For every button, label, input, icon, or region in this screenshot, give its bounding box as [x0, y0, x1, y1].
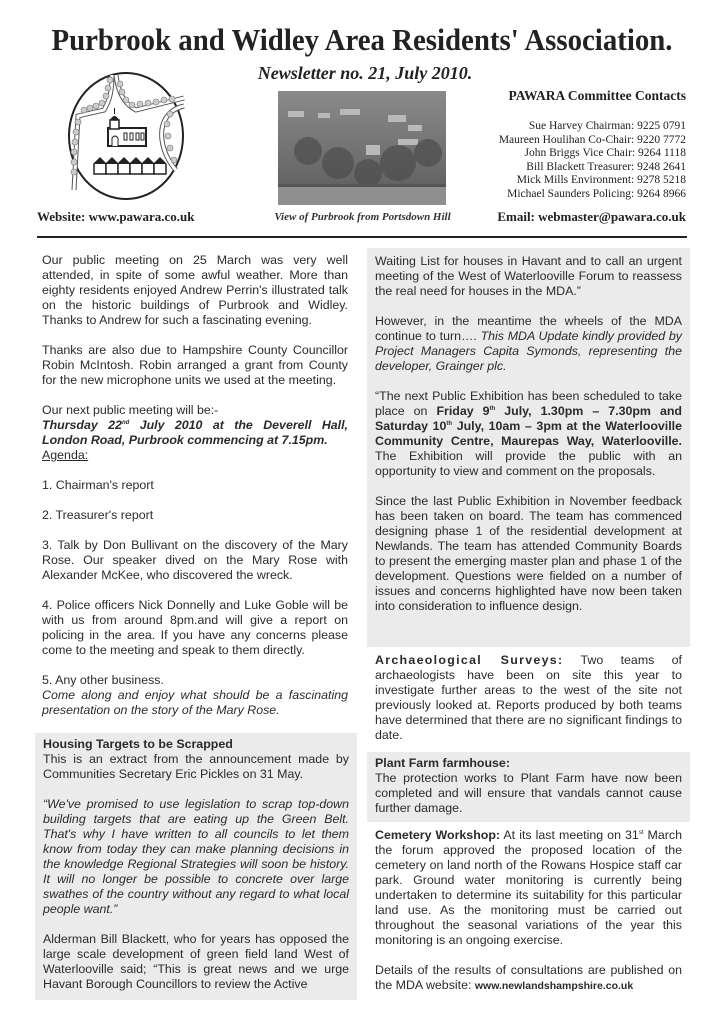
- housing-targets-box: [35, 733, 357, 1000]
- archaeology-section: [375, 653, 682, 743]
- continuation-paragraph: Waiting List for houses in Havant and to call an urgent meeting of the West of Waterlooville Forum to reassess the real need for houses in the MDA.”: [375, 254, 682, 298]
- newsletter-title: Purbrook and Widley Area Residents' Association.: [51, 22, 673, 57]
- contact-row: Bill Blackett Treasurer: 9248 2641: [526, 160, 686, 173]
- contact-row: Maureen Houlihan Co-Chair: 9220 7772: [498, 133, 686, 146]
- exhibition-paragraph: “The next Public Exhibition has been scheduled to take place on Friday 9th July, 1.30pm – 7.30pm and Saturday 10th July, 10am – 3pm at the Waterlooville Community Centre, Maurepas Way, Waterlooville. The Exhibition will provide the public with an opportunity to view and comment on the proposals.: [375, 389, 682, 478]
- header-divider: [37, 236, 687, 238]
- plant-farm-paragraph: The protection works to Plant Farm have now been completed and will ensure that vandals cannot cause further damage.: [375, 771, 682, 815]
- contact-row: John Briggs Vice Chair: 9264 1118: [524, 147, 686, 160]
- agenda-item: 3. Talk by Don Bullivant on the discovery of the Mary Rose. Our speaker dived on the Mary Rose with Alexander McKee, who discovered the wreck.: [42, 538, 348, 582]
- archaeology-heading: Archaeological Surveys:: [375, 653, 564, 667]
- contact-row: Mick Mills Environment: 9278 5218: [516, 174, 686, 187]
- thanks-paragraph: Thanks are also due to Hampshire County Councillor Robin McIntosh. Robin arranged a grant from County for the new microphone units we used at the meeting.: [42, 343, 348, 387]
- agenda-item: 2. Treasurer's report: [42, 508, 154, 522]
- photo-caption: View of Purbrook from Portsdown Hill: [274, 211, 451, 223]
- cemetery-paragraph: Cemetery Workshop: At its last meeting on 31st March the forum approved the proposed location of the cemetery on land north of the Rowans Hospice staff car park. Ground water monitoring is currently being undertaken to determine its suitability for this particular land use. As the monitoring must be carried out throughout the seasonal variations of the year this monitoring is an ongoing exercise.: [375, 828, 682, 947]
- next-meeting-intro: Our next public meeting will be:-: [42, 403, 219, 417]
- details-paragraph: Details of the results of consultations are published on the MDA website: www.newlandshampshire.co.uk: [375, 963, 682, 992]
- alderman-paragraph: Alderman Bill Blackett, who for years has opposed the large scale development of green field land West of Waterlooville said; “This is great news and we urge Havant Borough Councillors to review the Active: [43, 932, 349, 991]
- contact-row: Michael Saunders Policing: 9264 8966: [507, 187, 686, 200]
- mda-meantime-paragraph: However, in the meantime the wheels of the MDA continue to turn…. This MDA Update kindly provided by Project Managers Capita Symonds, representing the developer, Grainger plc.: [375, 314, 682, 373]
- plant-farm-heading: Plant Farm farmhouse:: [375, 756, 510, 770]
- pawara-logo-icon: [66, 70, 186, 202]
- archaeology-paragraph: Archaeological Surveys: Two teams of archaeologists have been on site this year to investigate further areas to the west of the site not previously looked at. Reports produced by both teams have determined that there are no significant findings to date.: [375, 653, 682, 742]
- mda-website-link[interactable]: www.newlandshampshire.co.uk: [474, 980, 634, 992]
- purbrook-view-photo: [278, 91, 446, 205]
- agenda-item: 5. Any other business.: [42, 673, 164, 687]
- newsletter-issue: Newsletter no. 21, July 2010.: [257, 63, 473, 83]
- mda-update-box: [367, 248, 690, 647]
- since-paragraph: Since the last Public Exhibition in November feedback has been taken on board. The team has commenced designing phase 1 of the residential development at Newlands. The team has attended Community Boards to present the emerging master plan and phase 1 of the development. Questions were fielded on a number of issues and concerns highlighted have now been taken into consideration to influence design.: [375, 494, 682, 613]
- cemetery-heading: Cemetery Workshop:: [375, 828, 501, 842]
- housing-heading: Housing Targets to be Scrapped: [43, 737, 233, 751]
- left-column: [42, 253, 348, 733]
- cemetery-section: [375, 828, 682, 994]
- meeting-report-paragraph: Our public meeting on 25 March was very well attended, in spite of some awful weather. More than eighty residents enjoyed Andrew Perrin's illustrated talk on the historic buildings of Purbrook and Widley. Thanks to Andrew for such a fascinating evening.: [42, 253, 348, 327]
- website-link[interactable]: Website: www.pawara.co.uk: [37, 209, 195, 224]
- agenda-item: 1. Chairman's report: [42, 478, 154, 492]
- plant-farm-box: [367, 752, 690, 822]
- contact-row: Sue Harvey Chairman: 9225 0791: [528, 120, 686, 132]
- email-link[interactable]: Email: webmaster@pawara.co.uk: [497, 209, 686, 224]
- next-meeting-details: Thursday 22nd July 2010 at the Deverell Hall, London Road, Purbrook commencing at 7.15pm.: [42, 418, 348, 447]
- contacts-list: [470, 120, 686, 202]
- housing-intro: This is an extract from the announcement made by Communities Secretary Eric Pickles on 31 May.: [43, 752, 349, 781]
- agenda-item: 4. Police officers Nick Donnelly and Luke Goble will be with us from around 8pm.and will give a report on policing in the area. If you have any concerns please come to the meeting and speak to them directly.: [42, 598, 348, 657]
- pickles-quote: “We've promised to use legislation to scrap top-down building targets that are eating up the Green Belt. That's why I have written to all councils to let them know from today they can make planning decisions in the knowledge Regional Strategies will soon be history. It will no longer be possible to concrete over large swathes of the country without any regard to what local people want.”: [43, 797, 349, 916]
- agenda-label: Agenda:: [42, 448, 89, 462]
- contacts-heading: PAWARA Committee Contacts: [508, 88, 686, 103]
- closing-note: Come along and enjoy what should be a fascinating presentation on the story of the Mary Rose.: [42, 688, 348, 717]
